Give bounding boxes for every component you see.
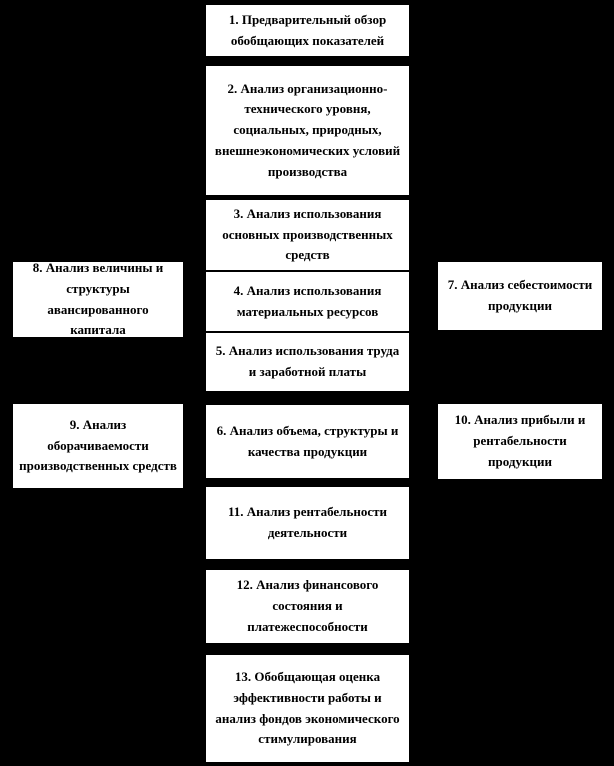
- box-label: 10. Анализ прибыли и рентабельности продукции: [454, 412, 586, 469]
- box-label: 8. Анализ величины и структуры авансированного капитала: [32, 259, 164, 338]
- box-label: 2. Анализ организационно-технического уровня, социальных, природных, внешнеэкономических условий производства: [214, 80, 401, 179]
- box-label: 11. Анализ рентабельности деятельности: [228, 504, 387, 540]
- diagram-box-9-assets-turnover: [12, 403, 184, 489]
- diagram-box-8-advanced-capital: [12, 261, 184, 338]
- diagram-box-4-material-resources: [205, 271, 410, 332]
- diagram-box-11-activity-profitability: [205, 486, 410, 560]
- box-label: 12. Анализ финансового состояния и платежеспособности: [236, 577, 379, 634]
- diagram-box-1-preliminary-review: [205, 4, 410, 57]
- box-label: 5. Анализ использования труда и заработной платы: [215, 343, 400, 379]
- box-label: 6. Анализ объема, структуры и качества продукции: [216, 422, 399, 459]
- box-label: 1. Предварительный обзор обобщающих показателей: [228, 11, 387, 48]
- box-label: 13. Обобщающая оценка эффективности работы и анализ фондов экономического стимулирования: [215, 668, 400, 747]
- box-label: 3. Анализ использования основных производственных средств: [222, 205, 393, 263]
- box-label: 7. Анализ себестоимости продукции: [447, 277, 593, 313]
- diagram-box-12-financial-condition: [205, 569, 410, 644]
- diagram-box-5-labor-wages: [205, 332, 410, 392]
- diagram-box-3-fixed-assets: [205, 199, 410, 271]
- diagram-box-13-overall-efficiency: [205, 654, 410, 763]
- diagram-box-2-org-technical-level: [205, 65, 410, 196]
- diagram-box-6-output-volume-quality: [205, 404, 410, 479]
- box-label: 9. Анализ оборачиваемости производственных средств: [19, 416, 177, 474]
- diagram-box-10-profit-profitability: [437, 403, 603, 480]
- diagram-box-7-production-cost: [437, 261, 603, 331]
- box-label: 4. Анализ использования материальных ресурсов: [233, 282, 382, 319]
